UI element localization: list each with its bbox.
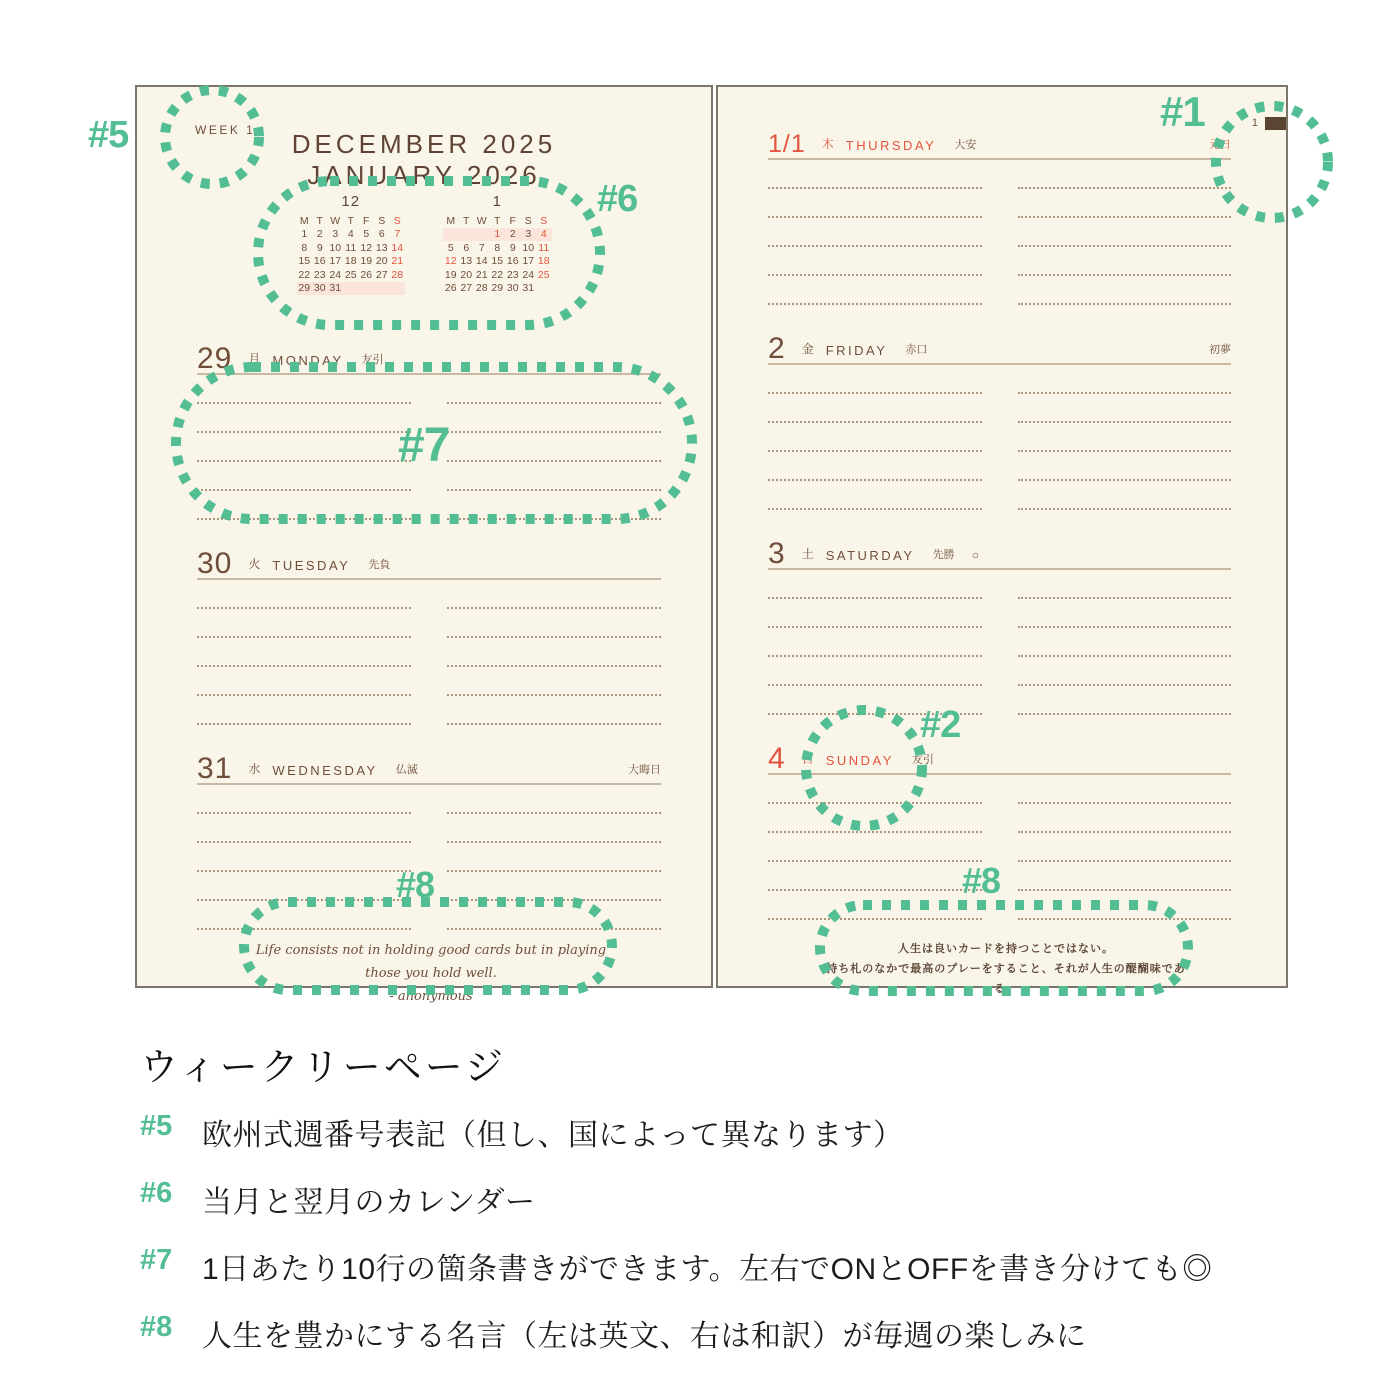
weekday-kanji: 水 xyxy=(248,762,261,776)
rokuyo-label: 大安 xyxy=(954,139,977,151)
day-number: 31 xyxy=(197,752,233,785)
mini-calendar-day-cell: 27 xyxy=(460,282,473,295)
day-header xyxy=(197,749,661,785)
mini-calendar-week-row xyxy=(443,228,552,242)
mini-calendar-day-cell: 31 xyxy=(329,282,342,295)
page-title-line1: DECEMBER 2025 xyxy=(291,129,557,159)
holiday-note: 初夢 xyxy=(1209,344,1231,356)
mini-calendar-day-cell: 29 xyxy=(298,282,311,295)
dotted-writing-line xyxy=(1018,862,1232,891)
dotted-writing-line xyxy=(197,696,411,725)
legend-text: 欧州式週番号表記（但し、国によって異なります） xyxy=(202,1119,904,1152)
writing-line-column xyxy=(197,580,411,725)
mini-calendar-day-cell xyxy=(359,282,375,296)
annotation-label-2: #2 xyxy=(920,704,961,746)
mini-calendar-day-cell: 25 xyxy=(344,268,357,281)
mini-calendar-day-cell: 23 xyxy=(506,268,519,281)
annotation-label-7: #7 xyxy=(398,419,450,472)
mini-calendar-header-row xyxy=(297,214,406,228)
rokuyo-label: 友引 xyxy=(911,754,934,766)
mini-calendar-day-cell: 24 xyxy=(329,268,342,281)
mini-calendar-day-cell xyxy=(343,282,359,296)
mini-calendar-day-cell: 21 xyxy=(391,255,404,268)
legend-tag: #5 xyxy=(140,1110,173,1142)
dotted-writing-line xyxy=(768,247,982,276)
page-title-line2: JANUARY 2026 xyxy=(307,160,541,190)
dotted-writing-line xyxy=(768,189,982,218)
dotted-writing-line xyxy=(447,433,661,462)
writing-line-column xyxy=(447,375,661,520)
day-block-4 xyxy=(768,739,1231,944)
mini-calendar-day-cell: 20 xyxy=(375,255,388,268)
quote-text: Life consists not in holding good cards but in playing those you hold well. xyxy=(255,943,607,981)
mini-calendar-weekday-header: M xyxy=(299,214,309,227)
day-header xyxy=(768,534,1231,570)
dotted-writing-line xyxy=(768,804,982,833)
mini-calendar-weekday-header: S xyxy=(540,214,548,227)
mini-calendar-day-cell: 11 xyxy=(345,241,357,254)
mini-calendar-day-cell: 13 xyxy=(375,241,388,254)
weekly-quote-japanese xyxy=(818,919,1194,999)
mini-calendar-day-cell: 20 xyxy=(460,268,473,281)
mini-calendar-day-cell: 2 xyxy=(509,228,516,241)
day-header xyxy=(197,544,661,580)
dotted-writing-line xyxy=(768,833,982,862)
mini-calendar-day-cell: 25 xyxy=(537,268,550,281)
writing-line-column xyxy=(197,375,411,520)
dotted-writing-line xyxy=(768,423,982,452)
writing-line-column xyxy=(1018,775,1232,920)
dotted-writing-line xyxy=(447,785,661,814)
mini-calendar-day-cell: 19 xyxy=(360,255,373,268)
writing-line-column xyxy=(768,775,982,920)
mini-calendar-day-cell: 19 xyxy=(444,268,457,281)
mini-calendar-day-cell xyxy=(459,228,475,242)
dotted-writing-line xyxy=(447,638,661,667)
mini-calendar-day-cell: 3 xyxy=(525,228,532,241)
day-number: 30 xyxy=(197,547,233,580)
mini-calendar-day-cell: 10 xyxy=(329,241,342,254)
dotted-writing-line xyxy=(197,404,411,433)
dotted-writing-line xyxy=(447,872,661,901)
mini-calendar-day-cell: 4 xyxy=(540,228,547,241)
dotted-writing-line xyxy=(768,218,982,247)
weekly-quote-english xyxy=(245,915,617,1008)
writing-line-column xyxy=(768,570,982,715)
mini-calendar-day-cell xyxy=(474,228,490,242)
mini-calendar-day-cell: 11 xyxy=(538,241,550,254)
mini-calendar-day-cell: 30 xyxy=(313,282,326,295)
mini-calendar-day-cell: 17 xyxy=(329,255,342,268)
writing-lines xyxy=(768,365,1231,510)
mini-calendar-day-cell: 16 xyxy=(506,255,519,268)
writing-line-column xyxy=(447,580,661,725)
dotted-writing-line xyxy=(1018,394,1232,423)
dotted-writing-line xyxy=(447,462,661,491)
dotted-writing-line xyxy=(447,609,661,638)
dotted-writing-line xyxy=(768,276,982,305)
mini-calendar-day-cell: 13 xyxy=(460,255,473,268)
dotted-writing-line xyxy=(1018,423,1232,452)
writing-line-column xyxy=(768,160,982,305)
day-block-30 xyxy=(197,544,661,749)
mini-calendar-day-cell: 17 xyxy=(522,255,535,268)
mini-calendar-weekday-header: S xyxy=(378,214,386,227)
writing-lines xyxy=(197,785,661,930)
rokuyo-label: 友引 xyxy=(361,354,384,366)
day-number: 2 xyxy=(768,332,786,365)
writing-line-column xyxy=(1018,365,1232,510)
dotted-writing-line xyxy=(197,609,411,638)
mini-calendar-day-cell: 15 xyxy=(298,255,311,268)
mini-calendar-week-row xyxy=(443,268,552,282)
dotted-writing-line xyxy=(447,404,661,433)
legend-tag: #6 xyxy=(140,1177,173,1209)
mini-calendar-day-cell: 18 xyxy=(344,255,357,268)
writing-lines xyxy=(768,570,1231,715)
mini-calendar-day-cell xyxy=(374,282,390,296)
dotted-writing-line xyxy=(768,481,982,510)
mini-calendar-weekday-header: T xyxy=(316,214,323,227)
dotted-writing-line xyxy=(1018,686,1232,715)
mini-calendar-day-cell: 1 xyxy=(494,228,501,241)
dotted-writing-line xyxy=(1018,628,1232,657)
mini-calendar-day-cell: 28 xyxy=(391,268,404,281)
day-block-1-1 xyxy=(768,124,1231,329)
dotted-writing-line xyxy=(1018,160,1232,189)
month-index-tab xyxy=(1265,117,1286,130)
weekday-english: TUESDAY xyxy=(272,558,351,573)
mini-calendar-header-row xyxy=(443,214,552,228)
dotted-writing-line xyxy=(1018,657,1232,686)
writing-line-column xyxy=(1018,160,1232,305)
legend-item-7 xyxy=(140,1244,1213,1284)
day-number: 3 xyxy=(768,537,786,570)
dotted-writing-line xyxy=(197,667,411,696)
dotted-writing-line xyxy=(197,433,411,462)
mini-calendar-1 xyxy=(443,193,552,295)
dotted-writing-line xyxy=(768,452,982,481)
quote-text-line1: 人生は良いカードを持つことではない。 xyxy=(898,943,1114,955)
dotted-writing-line xyxy=(1018,276,1232,305)
dotted-writing-line xyxy=(1018,365,1232,394)
annotation-label-8-left: #8 xyxy=(396,864,435,905)
weekday-kanji: 木 xyxy=(821,137,834,151)
mini-calendar-weekday-header: T xyxy=(494,214,501,227)
rokuyo-label: 赤口 xyxy=(905,344,928,356)
dotted-writing-line xyxy=(768,862,982,891)
mini-calendar-weekday-header: T xyxy=(463,214,470,227)
day-header xyxy=(197,339,661,375)
dotted-writing-line xyxy=(1018,891,1232,920)
weekday-english: FRIDAY xyxy=(825,343,888,358)
mini-calendar-weekday-header: F xyxy=(509,214,516,227)
mini-calendar-week-row xyxy=(297,268,406,282)
dotted-writing-line xyxy=(768,657,982,686)
dotted-writing-line xyxy=(447,843,661,872)
writing-line-column xyxy=(447,785,661,930)
moon-phase-icon: ○ xyxy=(971,548,979,562)
mini-calendar-day-cell: 6 xyxy=(463,241,470,254)
mini-calendar-grid xyxy=(297,214,406,295)
mini-calendar-day-cell: 26 xyxy=(444,282,457,295)
mini-calendar-week-row xyxy=(443,282,552,296)
dotted-writing-line xyxy=(768,775,982,804)
dotted-writing-line xyxy=(768,570,982,599)
mini-calendar-day-cell: 18 xyxy=(537,255,550,268)
writing-line-column xyxy=(1018,570,1232,715)
rokuyo-label: 先勝 xyxy=(932,549,955,561)
writing-lines xyxy=(197,580,661,725)
quote-text-line2: 持ち札のなかで最高のプレーをすること、それが人生の醍醐味である。 xyxy=(826,963,1186,995)
legend-tag: #7 xyxy=(140,1244,173,1276)
mini-calendar-day-cell: 9 xyxy=(316,241,323,254)
mini-calendar-day-cell: 8 xyxy=(494,241,501,254)
weekday-english: MONDAY xyxy=(272,353,344,368)
legend-text: 人生を豊かにする名言（左は英文、右は和訳）が毎週の楽しみに xyxy=(202,1320,1087,1353)
mini-calendar-day-cell: 2 xyxy=(316,228,323,241)
weekday-english: SATURDAY xyxy=(825,548,915,563)
legend-tag: #8 xyxy=(140,1311,173,1343)
mini-calendar-day-cell: 27 xyxy=(375,268,388,281)
mini-calendar-12 xyxy=(297,193,406,295)
dotted-writing-line xyxy=(447,580,661,609)
mini-calendar-day-cell: 5 xyxy=(447,241,454,254)
day-number: 29 xyxy=(197,342,233,375)
dotted-writing-line xyxy=(197,785,411,814)
mini-calendar-week-row xyxy=(297,241,406,255)
dotted-writing-line xyxy=(768,394,982,423)
annotation-label-8-right: #8 xyxy=(962,860,1001,901)
day-number: 4 xyxy=(768,742,786,775)
rokuyo-label: 先負 xyxy=(368,559,391,571)
dotted-writing-line xyxy=(768,599,982,628)
writing-lines xyxy=(768,160,1231,305)
week-number-label: WEEK 1 xyxy=(195,123,256,137)
dotted-writing-line xyxy=(768,891,982,920)
mini-calendar-weekday-header: T xyxy=(347,214,354,227)
dotted-writing-line xyxy=(768,628,982,657)
mini-calendar-day-cell: 28 xyxy=(475,282,488,295)
weekday-kanji: 日 xyxy=(801,752,814,766)
weekday-english: THURSDAY xyxy=(845,138,937,153)
legend-item-8 xyxy=(140,1311,1213,1351)
annotation-label-6: #6 xyxy=(597,178,638,220)
mini-calendar-week-row xyxy=(297,228,406,242)
mini-calendar-day-cell: 21 xyxy=(475,268,488,281)
dotted-writing-line xyxy=(768,160,982,189)
mini-calendar-day-cell: 29 xyxy=(491,282,504,295)
mini-calendar-day-cell: 1 xyxy=(301,228,308,241)
dotted-writing-line xyxy=(197,843,411,872)
dotted-writing-line xyxy=(197,375,411,404)
weekday-kanji: 月 xyxy=(248,352,261,366)
mini-calendar-day-cell: 7 xyxy=(478,241,485,254)
day-header xyxy=(768,739,1231,775)
quote-attribution: - anonymous xyxy=(389,989,473,1004)
dotted-writing-line xyxy=(1018,247,1232,276)
dotted-writing-line xyxy=(197,638,411,667)
dotted-writing-line xyxy=(447,491,661,520)
dotted-writing-line xyxy=(197,814,411,843)
annotation-label-1: #1 xyxy=(1160,88,1205,135)
mini-calendar-day-cell: 15 xyxy=(491,255,504,268)
legend-text: 当月と翌月のカレンダー xyxy=(202,1186,536,1219)
mini-calendar-day-cell: 10 xyxy=(522,241,535,254)
weekday-kanji: 土 xyxy=(801,547,814,561)
mini-calendar-day-cell: 31 xyxy=(522,282,535,295)
dotted-writing-line xyxy=(1018,218,1232,247)
mini-calendar-day-cell: 24 xyxy=(522,268,535,281)
mini-calendar-week-row xyxy=(443,255,552,269)
dotted-writing-line xyxy=(197,580,411,609)
legend-text: 1日あたり10行の箇条書きができます。左右でONとOFFを書き分けても◎ xyxy=(202,1253,1213,1286)
day-block-3 xyxy=(768,534,1231,739)
dotted-writing-line xyxy=(1018,570,1232,599)
dotted-writing-line xyxy=(447,696,661,725)
writing-line-column xyxy=(768,365,982,510)
legend-item-5 xyxy=(140,1110,1213,1150)
writing-line-column xyxy=(197,785,411,930)
dotted-writing-line xyxy=(768,365,982,394)
dotted-writing-line xyxy=(447,667,661,696)
legend-item-6 xyxy=(140,1177,1213,1217)
mini-calendar-weekday-header: M xyxy=(446,214,456,227)
mini-calendar-day-cell: 22 xyxy=(298,268,311,281)
mini-calendar-day-cell: 30 xyxy=(506,282,519,295)
weekday-english: SUNDAY xyxy=(825,753,894,768)
mini-calendar-month-label: 12 xyxy=(341,193,361,210)
mini-calendar-day-cell: 23 xyxy=(313,268,326,281)
dotted-writing-line xyxy=(1018,833,1232,862)
mini-calendar-week-row xyxy=(443,241,552,255)
annotation-label-5: #5 xyxy=(88,114,129,156)
mini-calendar-day-cell: 26 xyxy=(360,268,373,281)
mini-calendar-day-cell xyxy=(443,228,459,242)
dotted-writing-line xyxy=(1018,599,1232,628)
mini-calendar-week-row xyxy=(297,282,406,296)
day-number: 1/1 xyxy=(768,130,806,158)
mini-calendar-day-cell: 3 xyxy=(332,228,339,241)
mini-calendar-day-cell xyxy=(390,282,406,296)
mini-calendar-day-cell: 22 xyxy=(491,268,504,281)
holiday-note: 元日 xyxy=(1209,139,1231,151)
dotted-writing-line xyxy=(197,872,411,901)
mini-calendar-day-cell: 14 xyxy=(391,241,404,254)
mini-calendar-weekday-header: W xyxy=(330,214,341,227)
planner-right-page xyxy=(716,85,1288,995)
dotted-writing-line xyxy=(1018,189,1232,218)
mini-calendar-day-cell: 4 xyxy=(347,228,354,241)
rokuyo-label: 仏滅 xyxy=(395,764,418,776)
mini-calendar-month-label: 1 xyxy=(492,193,502,210)
dotted-writing-line xyxy=(1018,481,1232,510)
dotted-writing-line xyxy=(1018,452,1232,481)
dotted-writing-line xyxy=(1018,804,1232,833)
mini-calendar-day-cell: 12 xyxy=(360,241,373,254)
weekday-english: WEDNESDAY xyxy=(272,763,378,778)
dotted-writing-line xyxy=(197,491,411,520)
dotted-writing-line xyxy=(197,462,411,491)
mini-calendar-day-cell: 5 xyxy=(363,228,370,241)
mini-calendar-day-cell: 6 xyxy=(378,228,385,241)
weekday-kanji: 火 xyxy=(248,557,261,571)
mini-calendar-day-cell xyxy=(536,282,552,296)
mini-calendar-weekday-header: W xyxy=(476,214,487,227)
feature-legend xyxy=(140,1110,1213,1378)
dotted-writing-line xyxy=(1018,775,1232,804)
mini-calendar-day-cell: 7 xyxy=(394,228,401,241)
mini-calendar-weekday-header: S xyxy=(524,214,532,227)
month-tab-number: 1 xyxy=(1251,117,1258,129)
day-block-2 xyxy=(768,329,1231,534)
mini-calendar-day-cell: 9 xyxy=(509,241,516,254)
mini-calendar-day-cell: 16 xyxy=(313,255,326,268)
weekday-kanji: 金 xyxy=(801,342,814,356)
mini-calendar-day-cell: 12 xyxy=(444,255,457,268)
holiday-note: 大晦日 xyxy=(628,764,661,776)
mini-calendar-day-cell: 14 xyxy=(475,255,488,268)
mini-calendar-weekday-header: F xyxy=(363,214,370,227)
mini-calendar-day-cell: 8 xyxy=(301,241,308,254)
mini-calendar-week-row xyxy=(297,255,406,269)
dotted-writing-line xyxy=(447,814,661,843)
right-day-blocks xyxy=(768,124,1231,944)
day-header xyxy=(768,329,1231,365)
mini-calendar-weekday-header: S xyxy=(393,214,401,227)
caption-heading: ウィークリーページ xyxy=(140,1047,506,1089)
mini-calendar-grid xyxy=(443,214,552,295)
dotted-writing-line xyxy=(447,375,661,404)
